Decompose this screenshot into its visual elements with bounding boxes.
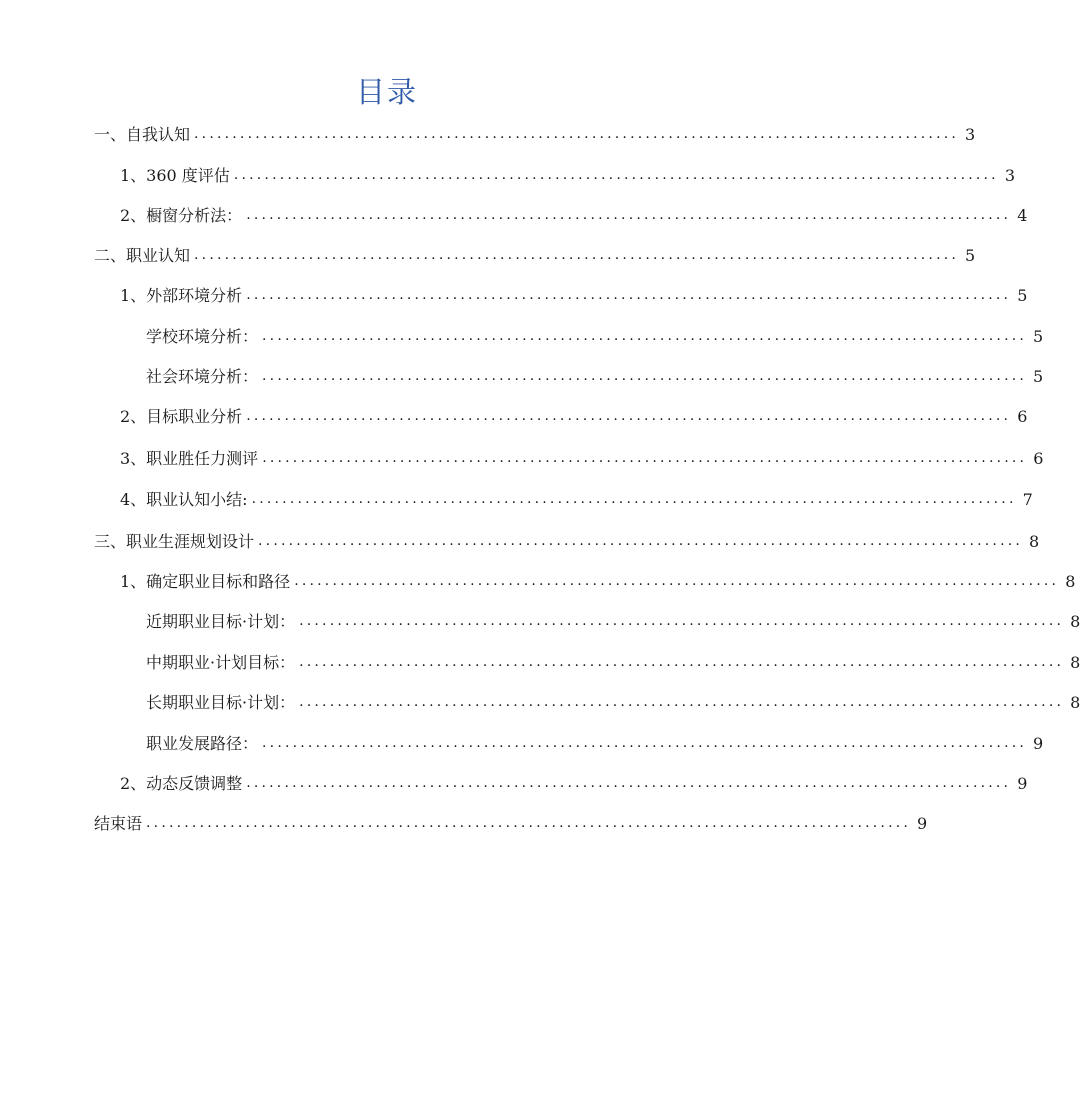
toc-entry-text: 学校环境分析： — [146, 327, 259, 346]
toc-entry[interactable] — [120, 203, 1028, 229]
toc-entry-page: 3 — [1004, 166, 1016, 185]
toc-entry[interactable] — [120, 163, 1016, 189]
toc-entry[interactable] — [94, 243, 976, 269]
toc-entry[interactable] — [120, 404, 1028, 430]
dot-leader: .................................................................................................... — [246, 207, 1012, 223]
toc-entry[interactable] — [120, 283, 1028, 309]
toc-entry-text: 1、确定职业目标和路径 — [120, 572, 291, 591]
dot-leader: .................................................................................................... — [194, 126, 960, 142]
dot-leader: .................................................................................................... — [146, 815, 912, 831]
toc-entry[interactable] — [146, 650, 1080, 676]
toc-entry-page: 5 — [1033, 367, 1044, 386]
dot-leader: .................................................................................................... — [294, 573, 1060, 589]
toc-entry-text: 2、动态反馈调整 — [120, 774, 243, 793]
dot-leader: .................................................................................................... — [194, 247, 960, 263]
toc-entry-text: 3、职业胜任力测评 — [120, 449, 259, 468]
dot-leader: .................................................................................................... — [233, 167, 999, 183]
toc-entry-page: 5 — [1033, 327, 1044, 346]
toc-entry[interactable] — [94, 529, 1040, 555]
toc-entry-text: 二、职业认知 — [94, 246, 191, 265]
toc-entry[interactable] — [94, 811, 928, 837]
toc-entry[interactable] — [146, 324, 1044, 350]
dot-leader: .................................................................................................... — [246, 408, 1012, 424]
toc-entry-page: 9 — [1017, 774, 1028, 793]
toc-entry-page: 8 — [1070, 612, 1080, 631]
toc-entry[interactable] — [120, 771, 1028, 797]
toc-entry-text: 2、目标职业分析 — [120, 407, 243, 426]
dot-leader: .................................................................................................... — [251, 491, 1017, 507]
dot-leader: .................................................................................................... — [258, 533, 1024, 549]
toc-entry-text: 社会环境分析： — [146, 367, 259, 386]
toc-entry[interactable] — [146, 690, 1080, 716]
toc-entry-text: 4、职业认知小结: — [120, 490, 248, 509]
toc-entry-text: 职业发展路径： — [146, 734, 259, 753]
dot-leader: .................................................................................................... — [299, 613, 1065, 629]
toc-entry-page: 4 — [1017, 206, 1028, 225]
toc-entry[interactable] — [120, 446, 1044, 472]
toc-entry-page: 6 — [1033, 449, 1044, 468]
toc-entry-text: 长期职业目标·计划： — [146, 693, 296, 712]
toc-entry[interactable] — [146, 364, 1044, 390]
dot-leader: .................................................................................................... — [299, 654, 1065, 670]
toc-entry[interactable] — [146, 731, 1044, 757]
toc-entry-page: 5 — [965, 246, 976, 265]
dot-leader: .................................................................................................... — [246, 287, 1012, 303]
dot-leader: .................................................................................................... — [262, 735, 1028, 751]
toc-entry[interactable] — [120, 569, 1076, 595]
dot-leader: .................................................................................................... — [262, 450, 1028, 466]
toc-entry[interactable] — [146, 609, 1080, 635]
toc-entry-text: 结束语 — [94, 814, 143, 833]
dot-leader: .................................................................................................... — [246, 775, 1012, 791]
toc-entry-text: 1、360 度评估 — [120, 166, 230, 185]
toc-entry-page: 9 — [1033, 734, 1044, 753]
toc-entry-page: 8 — [1070, 653, 1080, 672]
toc-entry-text: 2、橱窗分析法： — [120, 206, 243, 225]
toc-entry-page: 5 — [1017, 286, 1028, 305]
toc-entry-page: 6 — [1017, 407, 1028, 426]
toc-entry[interactable] — [120, 487, 1033, 513]
toc-entry-page: 7 — [1022, 490, 1033, 509]
toc-entry[interactable] — [94, 122, 976, 148]
toc-entry-text: 中期职业·计划目标： — [146, 653, 296, 672]
dot-leader: .................................................................................................... — [299, 694, 1065, 710]
toc-entry-text: 近期职业目标·计划： — [146, 612, 296, 631]
toc-entry-page: 8 — [1029, 532, 1040, 551]
dot-leader: .................................................................................................... — [262, 368, 1028, 384]
toc-entry-page: 3 — [965, 125, 976, 144]
toc-entry-page: 8 — [1065, 572, 1076, 591]
dot-leader: .................................................................................................... — [262, 328, 1028, 344]
toc-entry-text: 一、自我认知 — [94, 125, 191, 144]
toc-entry-page: 8 — [1070, 693, 1080, 712]
toc-entry-text: 1、外部环境分析 — [120, 286, 243, 305]
toc-entry-text: 三、职业生涯规划设计 — [94, 532, 255, 551]
toc-title: 目录 — [355, 75, 418, 109]
toc-entry-page: 9 — [917, 814, 928, 833]
